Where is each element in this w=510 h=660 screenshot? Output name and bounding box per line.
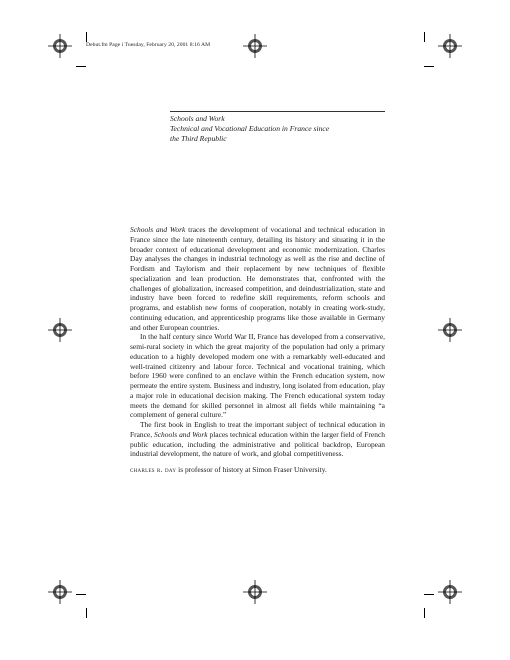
crop-mark <box>76 66 86 67</box>
registration-mark-icon <box>438 318 462 342</box>
book-title-inline: Schools and Work <box>130 225 186 234</box>
subtitle-line: Technical and Vocational Education in France since <box>170 124 330 133</box>
registration-mark-icon <box>438 34 462 58</box>
body-text <box>130 225 385 475</box>
registration-mark-icon <box>243 34 267 58</box>
header-rule <box>170 111 385 112</box>
bio-text: is professor of history at Simon Fraser University. <box>176 465 327 474</box>
registration-mark-icon <box>243 580 267 604</box>
author-bio <box>130 465 385 475</box>
crop-mark <box>424 594 434 595</box>
registration-mark-icon <box>48 318 72 342</box>
crop-mark <box>86 32 87 42</box>
paragraph-text: places technical education within the larger field of French public education, including the administrative and political backdrop, European industrial development, the nature of work, and global competitiveness. <box>130 429 385 459</box>
registration-mark-icon <box>48 580 72 604</box>
paragraph: In the half century since World War II, France has developed from a conservative, semi-rural society in which the great majority of the population had only a primary education to a highly developed modern one with a remarkably well-educated and well-trained citizenry and labour force. Technical and vocational training, which before 1960 were confined to an enclave within the French education system, now permeate the entire system. Business and industry, long isolated from education, play a major role in educational decision making. The French educational system today meets the demand for skilled personnel in almost all fields while maintaining “a complement of general culture.” <box>130 332 385 420</box>
registration-mark-icon <box>438 580 462 604</box>
subtitle-line: the Third Republic <box>170 134 227 143</box>
crop-mark <box>424 32 425 42</box>
crop-mark <box>86 608 87 618</box>
paragraph-text: The first book in English to treat the important subject of technical education in France, <box>130 420 385 439</box>
paragraph <box>130 225 385 332</box>
book-title: Schools and Work <box>170 114 225 123</box>
crop-mark <box>424 608 425 618</box>
crop-mark <box>76 594 86 595</box>
paragraph <box>130 420 385 459</box>
crop-mark <box>424 66 434 67</box>
paragraph-text: traces the development of vocational and technical education in France since the late nineteenth century, detailing its history and situating it in the broader context of educational development and economic modernization. Charles Day analyses the changes in industrial technology as well as the rise and decline of Fordism and Taylorism and their replacement by new techniques of flexible specialization and lean production. He demonstrates that, confronted with the challenges of globalization, increased competition, and deindustrialization, state and industry have been forced to redefine skill requirements, reform schools and programs, and establish new forms of cooperation, notably in creating work-study, continuing education, and apprenticeship programs like those available in Germany and other European countries. <box>130 225 385 332</box>
author-name: charles r. day <box>130 465 177 474</box>
print-slug: Debut.fm Page i Tuesday, February 20, 2001 8:16 AM <box>86 42 211 48</box>
registration-mark-icon <box>48 34 72 58</box>
title-block <box>170 114 329 144</box>
book-title-inline: Schools and Work <box>154 429 208 439</box>
